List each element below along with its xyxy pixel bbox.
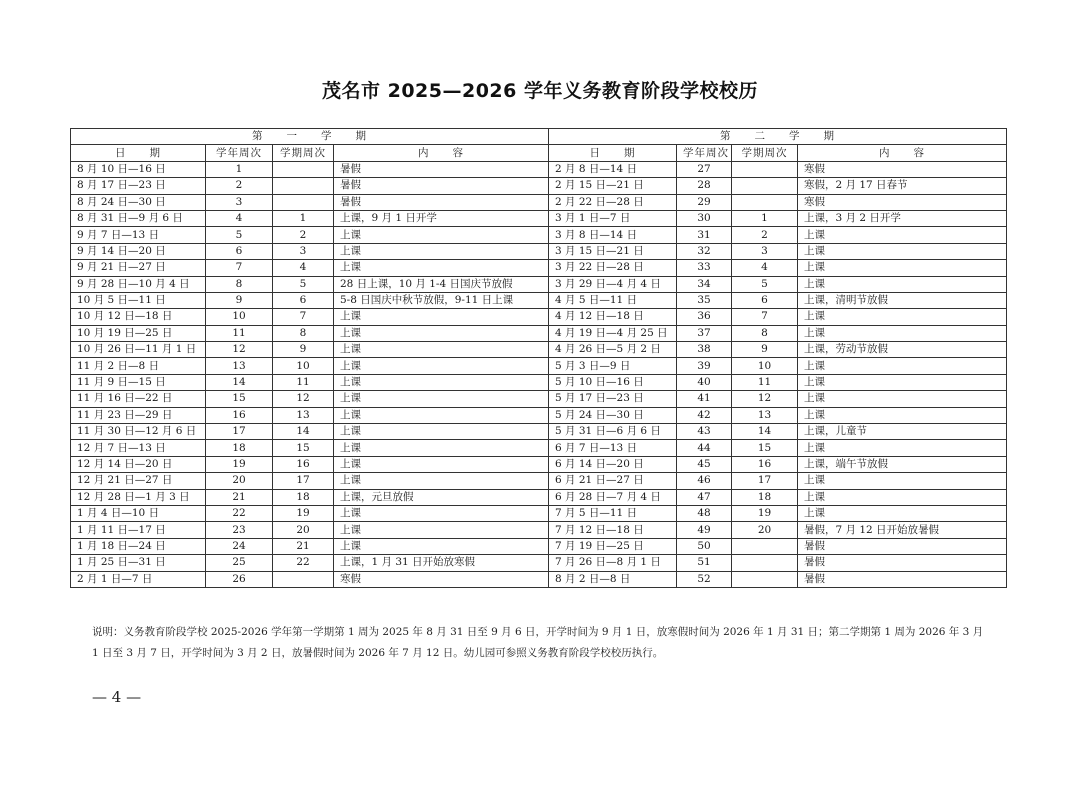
semester-1-content: 上课	[334, 243, 549, 259]
table-row	[71, 571, 1007, 587]
semester-1-school-week: 14	[206, 374, 273, 390]
semester-2-school-week: 29	[677, 194, 732, 210]
semester-1-school-week: 7	[206, 260, 273, 276]
table-row	[71, 489, 1007, 505]
semester-2-content: 上课，清明节放假	[798, 292, 1007, 308]
semester-2-school-week: 36	[677, 309, 732, 325]
semester-2-school-week: 31	[677, 227, 732, 243]
semester-1-term-week: 19	[273, 505, 334, 521]
semester-2-term-week: 3	[732, 243, 798, 259]
table-row	[71, 456, 1007, 472]
semester-2-date: 5 月 24 日—30 日	[549, 407, 677, 423]
semester-1-date: 9 月 21 日—27 日	[71, 260, 206, 276]
semester-2-term-week	[732, 161, 798, 177]
semester-2-term-week: 16	[732, 456, 798, 472]
semester-1-date: 10 月 26 日—11 月 1 日	[71, 342, 206, 358]
semester-2-term-week: 15	[732, 440, 798, 456]
table-row	[71, 505, 1007, 521]
semester-1-term-week: 13	[273, 407, 334, 423]
semester-1-school-week: 1	[206, 161, 273, 177]
semester-1-term-week: 5	[273, 276, 334, 292]
semester-1-school-week: 21	[206, 489, 273, 505]
semester-2-school-week: 30	[677, 210, 732, 226]
header-school-week: 学年周次	[206, 145, 273, 161]
semester-1-date: 9 月 28 日—10 月 4 日	[71, 276, 206, 292]
semester-1-date: 10 月 5 日—11 日	[71, 292, 206, 308]
table-row	[71, 227, 1007, 243]
semester-1-date: 1 月 25 日—31 日	[71, 555, 206, 571]
semester-2-date: 7 月 5 日—11 日	[549, 505, 677, 521]
semester-1-term-week: 18	[273, 489, 334, 505]
semester-1-term-week	[273, 571, 334, 587]
semester-1-term-week: 21	[273, 538, 334, 554]
semester-2-header: 第 二 学 期	[549, 129, 1007, 145]
semester-1-term-week: 6	[273, 292, 334, 308]
semester-1-date: 8 月 10 日—16 日	[71, 161, 206, 177]
semester-1-content: 上课	[334, 374, 549, 390]
semester-2-content: 暑假，7 月 12 日开始放暑假	[798, 522, 1007, 538]
semester-2-school-week: 39	[677, 358, 732, 374]
semester-1-term-week: 11	[273, 374, 334, 390]
semester-2-content: 上课	[798, 243, 1007, 259]
semester-2-date: 2 月 15 日—21 日	[549, 178, 677, 194]
semester-2-date: 6 月 28 日—7 月 4 日	[549, 489, 677, 505]
semester-1-school-week: 2	[206, 178, 273, 194]
school-calendar-table	[70, 128, 1007, 588]
semester-2-school-week: 48	[677, 505, 732, 521]
page-number: — 4 —	[92, 688, 142, 706]
semester-2-term-week	[732, 178, 798, 194]
semester-2-content: 寒假，2 月 17 日春节	[798, 178, 1007, 194]
semester-1-content: 5-8 日国庆中秋节放假，9-11 日上课	[334, 292, 549, 308]
table-row	[71, 473, 1007, 489]
semester-1-date: 11 月 9 日—15 日	[71, 374, 206, 390]
semester-2-date: 6 月 7 日—13 日	[549, 440, 677, 456]
semester-1-school-week: 11	[206, 325, 273, 341]
semester-2-content: 上课，端午节放假	[798, 456, 1007, 472]
semester-1-content: 上课	[334, 456, 549, 472]
semester-1-term-week: 17	[273, 473, 334, 489]
semester-2-term-week	[732, 538, 798, 554]
semester-1-date: 1 月 11 日—17 日	[71, 522, 206, 538]
semester-1-date: 8 月 24 日—30 日	[71, 194, 206, 210]
semester-2-date: 3 月 15 日—21 日	[549, 243, 677, 259]
semester-1-date: 10 月 19 日—25 日	[71, 325, 206, 341]
document-title: 茂名市 2025—2026 学年义务教育阶段学校校历	[322, 80, 758, 102]
semester-1-school-week: 15	[206, 391, 273, 407]
semester-2-content: 上课，3 月 2 日开学	[798, 210, 1007, 226]
semester-1-date: 10 月 12 日—18 日	[71, 309, 206, 325]
semester-1-content: 上课，1 月 31 日开始放寒假	[334, 555, 549, 571]
semester-2-content: 上课	[798, 325, 1007, 341]
semester-1-date: 12 月 14 日—20 日	[71, 456, 206, 472]
header-school-week: 学年周次	[677, 145, 732, 161]
calendar-body	[71, 161, 1007, 587]
semester-1-term-week: 1	[273, 210, 334, 226]
semester-2-date: 4 月 12 日—18 日	[549, 309, 677, 325]
semester-1-content: 上课	[334, 227, 549, 243]
semester-2-date: 3 月 8 日—14 日	[549, 227, 677, 243]
semester-2-school-week: 42	[677, 407, 732, 423]
semester-2-term-week: 12	[732, 391, 798, 407]
semester-2-school-week: 33	[677, 260, 732, 276]
semester-2-date: 2 月 22 日—28 日	[549, 194, 677, 210]
semester-1-content: 上课	[334, 391, 549, 407]
semester-1-school-week: 10	[206, 309, 273, 325]
semester-2-content: 暑假	[798, 571, 1007, 587]
table-row	[71, 374, 1007, 390]
semester-1-school-week: 12	[206, 342, 273, 358]
semester-2-school-week: 41	[677, 391, 732, 407]
semester-1-school-week: 9	[206, 292, 273, 308]
semester-2-term-week: 1	[732, 210, 798, 226]
table-row	[71, 555, 1007, 571]
semester-1-content: 上课	[334, 309, 549, 325]
semester-2-term-week: 5	[732, 276, 798, 292]
column-header-row	[71, 145, 1007, 161]
semester-2-content: 上课	[798, 358, 1007, 374]
semester-1-term-week: 3	[273, 243, 334, 259]
semester-1-date: 8 月 17 日—23 日	[71, 178, 206, 194]
semester-2-date: 6 月 14 日—20 日	[549, 456, 677, 472]
semester-1-content: 上课	[334, 473, 549, 489]
semester-1-content: 上课	[334, 440, 549, 456]
table-row	[71, 440, 1007, 456]
semester-2-school-week: 51	[677, 555, 732, 571]
semester-1-content: 上课	[334, 260, 549, 276]
semester-1-school-week: 8	[206, 276, 273, 292]
table-row	[71, 161, 1007, 177]
semester-2-date: 3 月 1 日—7 日	[549, 210, 677, 226]
semester-1-date: 11 月 23 日—29 日	[71, 407, 206, 423]
semester-2-date: 3 月 22 日—28 日	[549, 260, 677, 276]
semester-2-school-week: 45	[677, 456, 732, 472]
semester-2-date: 4 月 5 日—11 日	[549, 292, 677, 308]
table-row	[71, 358, 1007, 374]
semester-2-term-week: 10	[732, 358, 798, 374]
semester-2-content: 上课	[798, 260, 1007, 276]
semester-header-row	[71, 129, 1007, 145]
semester-2-school-week: 52	[677, 571, 732, 587]
header-term-week: 学期周次	[732, 145, 798, 161]
header-term-week: 学期周次	[273, 145, 334, 161]
header-date: 日 期	[71, 145, 206, 161]
semester-2-content: 上课	[798, 309, 1007, 325]
semester-1-content: 暑假	[334, 194, 549, 210]
semester-2-content: 上课，劳动节放假	[798, 342, 1007, 358]
table-row	[71, 178, 1007, 194]
semester-2-school-week: 47	[677, 489, 732, 505]
semester-2-term-week	[732, 194, 798, 210]
semester-1-school-week: 23	[206, 522, 273, 538]
semester-1-term-week: 14	[273, 424, 334, 440]
semester-1-term-week: 7	[273, 309, 334, 325]
semester-2-content: 上课	[798, 391, 1007, 407]
header-content: 内 容	[334, 145, 549, 161]
semester-1-term-week: 4	[273, 260, 334, 276]
semester-2-term-week: 14	[732, 424, 798, 440]
semester-1-date: 11 月 16 日—22 日	[71, 391, 206, 407]
semester-1-content: 上课	[334, 505, 549, 521]
semester-2-date: 6 月 21 日—27 日	[549, 473, 677, 489]
semester-1-term-week	[273, 194, 334, 210]
semester-1-content: 上课	[334, 407, 549, 423]
table-row	[71, 210, 1007, 226]
semester-2-content: 暑假	[798, 555, 1007, 571]
semester-1-term-week	[273, 178, 334, 194]
semester-1-term-week: 22	[273, 555, 334, 571]
semester-1-content: 上课	[334, 342, 549, 358]
semester-2-school-week: 28	[677, 178, 732, 194]
semester-2-content: 上课	[798, 489, 1007, 505]
semester-1-content: 28 日上课，10 月 1-4 日国庆节放假	[334, 276, 549, 292]
semester-1-content: 上课，元旦放假	[334, 489, 549, 505]
semester-2-term-week	[732, 571, 798, 587]
semester-2-content: 上课	[798, 440, 1007, 456]
semester-1-school-week: 16	[206, 407, 273, 423]
semester-2-content: 寒假	[798, 194, 1007, 210]
semester-1-date: 1 月 4 日—10 日	[71, 505, 206, 521]
semester-2-term-week: 18	[732, 489, 798, 505]
semester-2-term-week: 6	[732, 292, 798, 308]
semester-2-school-week: 37	[677, 325, 732, 341]
table-row	[71, 424, 1007, 440]
semester-2-school-week: 40	[677, 374, 732, 390]
semester-2-content: 上课	[798, 505, 1007, 521]
semester-1-term-week: 2	[273, 227, 334, 243]
semester-1-date: 11 月 2 日—8 日	[71, 358, 206, 374]
semester-2-term-week: 9	[732, 342, 798, 358]
semester-1-term-week	[273, 161, 334, 177]
semester-2-school-week: 46	[677, 473, 732, 489]
semester-2-content: 上课	[798, 276, 1007, 292]
semester-1-school-week: 5	[206, 227, 273, 243]
semester-1-content: 上课	[334, 358, 549, 374]
table-row	[71, 325, 1007, 341]
semester-2-content: 暑假	[798, 538, 1007, 554]
semester-1-term-week: 9	[273, 342, 334, 358]
table-row	[71, 276, 1007, 292]
semester-1-content: 暑假	[334, 178, 549, 194]
semester-2-content: 上课	[798, 374, 1007, 390]
semester-1-term-week: 15	[273, 440, 334, 456]
semester-2-term-week: 7	[732, 309, 798, 325]
semester-2-school-week: 43	[677, 424, 732, 440]
semester-2-date: 5 月 17 日—23 日	[549, 391, 677, 407]
semester-1-content: 寒假	[334, 571, 549, 587]
semester-1-term-week: 8	[273, 325, 334, 341]
semester-2-content: 上课	[798, 407, 1007, 423]
header-date: 日 期	[549, 145, 677, 161]
semester-2-date: 3 月 29 日—4 月 4 日	[549, 276, 677, 292]
semester-2-school-week: 35	[677, 292, 732, 308]
semester-1-school-week: 13	[206, 358, 273, 374]
semester-2-term-week: 20	[732, 522, 798, 538]
semester-1-date: 9 月 7 日—13 日	[71, 227, 206, 243]
semester-1-school-week: 6	[206, 243, 273, 259]
table-row	[71, 538, 1007, 554]
semester-2-school-week: 49	[677, 522, 732, 538]
semester-2-term-week: 11	[732, 374, 798, 390]
semester-2-term-week: 2	[732, 227, 798, 243]
table-row	[71, 243, 1007, 259]
table-row	[71, 292, 1007, 308]
semester-1-school-week: 4	[206, 210, 273, 226]
semester-1-school-week: 24	[206, 538, 273, 554]
semester-2-school-week: 44	[677, 440, 732, 456]
semester-2-content: 寒假	[798, 161, 1007, 177]
semester-2-term-week: 19	[732, 505, 798, 521]
semester-1-school-week: 17	[206, 424, 273, 440]
semester-1-term-week: 10	[273, 358, 334, 374]
semester-2-content: 上课	[798, 227, 1007, 243]
semester-2-date: 5 月 31 日—6 月 6 日	[549, 424, 677, 440]
semester-1-school-week: 18	[206, 440, 273, 456]
semester-2-date: 4 月 19 日—4 月 25 日	[549, 325, 677, 341]
semester-2-date: 5 月 3 日—9 日	[549, 358, 677, 374]
semester-1-term-week: 20	[273, 522, 334, 538]
semester-1-content: 上课	[334, 538, 549, 554]
table-row	[71, 309, 1007, 325]
table-row	[71, 260, 1007, 276]
semester-1-content: 上课，9 月 1 日开学	[334, 210, 549, 226]
semester-2-term-week: 13	[732, 407, 798, 423]
semester-1-date: 12 月 21 日—27 日	[71, 473, 206, 489]
explanation-note: 说明：义务教育阶段学校 2025-2026 学年第一学期第 1 周为 2025 年 8 月 31 日至 9 月 6 日，开学时间为 9 月 1 日，放寒假时间为 2026 年 1 月 31 日；第二学期第 1 周为 2026 年 3 月 1 日至 3 月 7 日，开学时间为 3 月 2 日，放暑假时间为 2026 年 7 月 12 日。幼儿园可参照义务教育阶段学校校历执行。	[92, 626, 984, 659]
semester-2-term-week: 17	[732, 473, 798, 489]
semester-2-date: 7 月 19 日—25 日	[549, 538, 677, 554]
semester-2-term-week	[732, 555, 798, 571]
header-content: 内 容	[798, 145, 1007, 161]
semester-2-school-week: 50	[677, 538, 732, 554]
semester-1-date: 1 月 18 日—24 日	[71, 538, 206, 554]
semester-1-school-week: 20	[206, 473, 273, 489]
semester-1-date: 12 月 7 日—13 日	[71, 440, 206, 456]
semester-2-date: 4 月 26 日—5 月 2 日	[549, 342, 677, 358]
semester-2-school-week: 32	[677, 243, 732, 259]
semester-1-term-week: 16	[273, 456, 334, 472]
table-row	[71, 522, 1007, 538]
semester-1-content: 上课	[334, 424, 549, 440]
semester-2-content: 上课	[798, 473, 1007, 489]
semester-2-date: 2 月 8 日—14 日	[549, 161, 677, 177]
semester-1-content: 暑假	[334, 161, 549, 177]
semester-2-date: 5 月 10 日—16 日	[549, 374, 677, 390]
semester-1-date: 2 月 1 日—7 日	[71, 571, 206, 587]
table-row	[71, 391, 1007, 407]
semester-1-header: 第 一 学 期	[71, 129, 549, 145]
semester-1-term-week: 12	[273, 391, 334, 407]
semester-1-school-week: 25	[206, 555, 273, 571]
semester-2-school-week: 27	[677, 161, 732, 177]
semester-2-school-week: 38	[677, 342, 732, 358]
semester-1-content: 上课	[334, 325, 549, 341]
semester-2-date: 7 月 12 日—18 日	[549, 522, 677, 538]
semester-2-content: 上课，儿童节	[798, 424, 1007, 440]
semester-1-date: 11 月 30 日—12 月 6 日	[71, 424, 206, 440]
semester-2-date: 8 月 2 日—8 日	[549, 571, 677, 587]
table-row	[71, 194, 1007, 210]
semester-2-term-week: 8	[732, 325, 798, 341]
table-row	[71, 407, 1007, 423]
semester-1-school-week: 26	[206, 571, 273, 587]
semester-1-school-week: 22	[206, 505, 273, 521]
semester-1-date: 9 月 14 日—20 日	[71, 243, 206, 259]
semester-2-term-week: 4	[732, 260, 798, 276]
semester-1-school-week: 3	[206, 194, 273, 210]
table-row	[71, 342, 1007, 358]
semester-1-school-week: 19	[206, 456, 273, 472]
semester-2-date: 7 月 26 日—8 月 1 日	[549, 555, 677, 571]
semester-2-school-week: 34	[677, 276, 732, 292]
semester-1-date: 8 月 31 日—9 月 6 日	[71, 210, 206, 226]
semester-1-date: 12 月 28 日—1 月 3 日	[71, 489, 206, 505]
semester-1-content: 上课	[334, 522, 549, 538]
